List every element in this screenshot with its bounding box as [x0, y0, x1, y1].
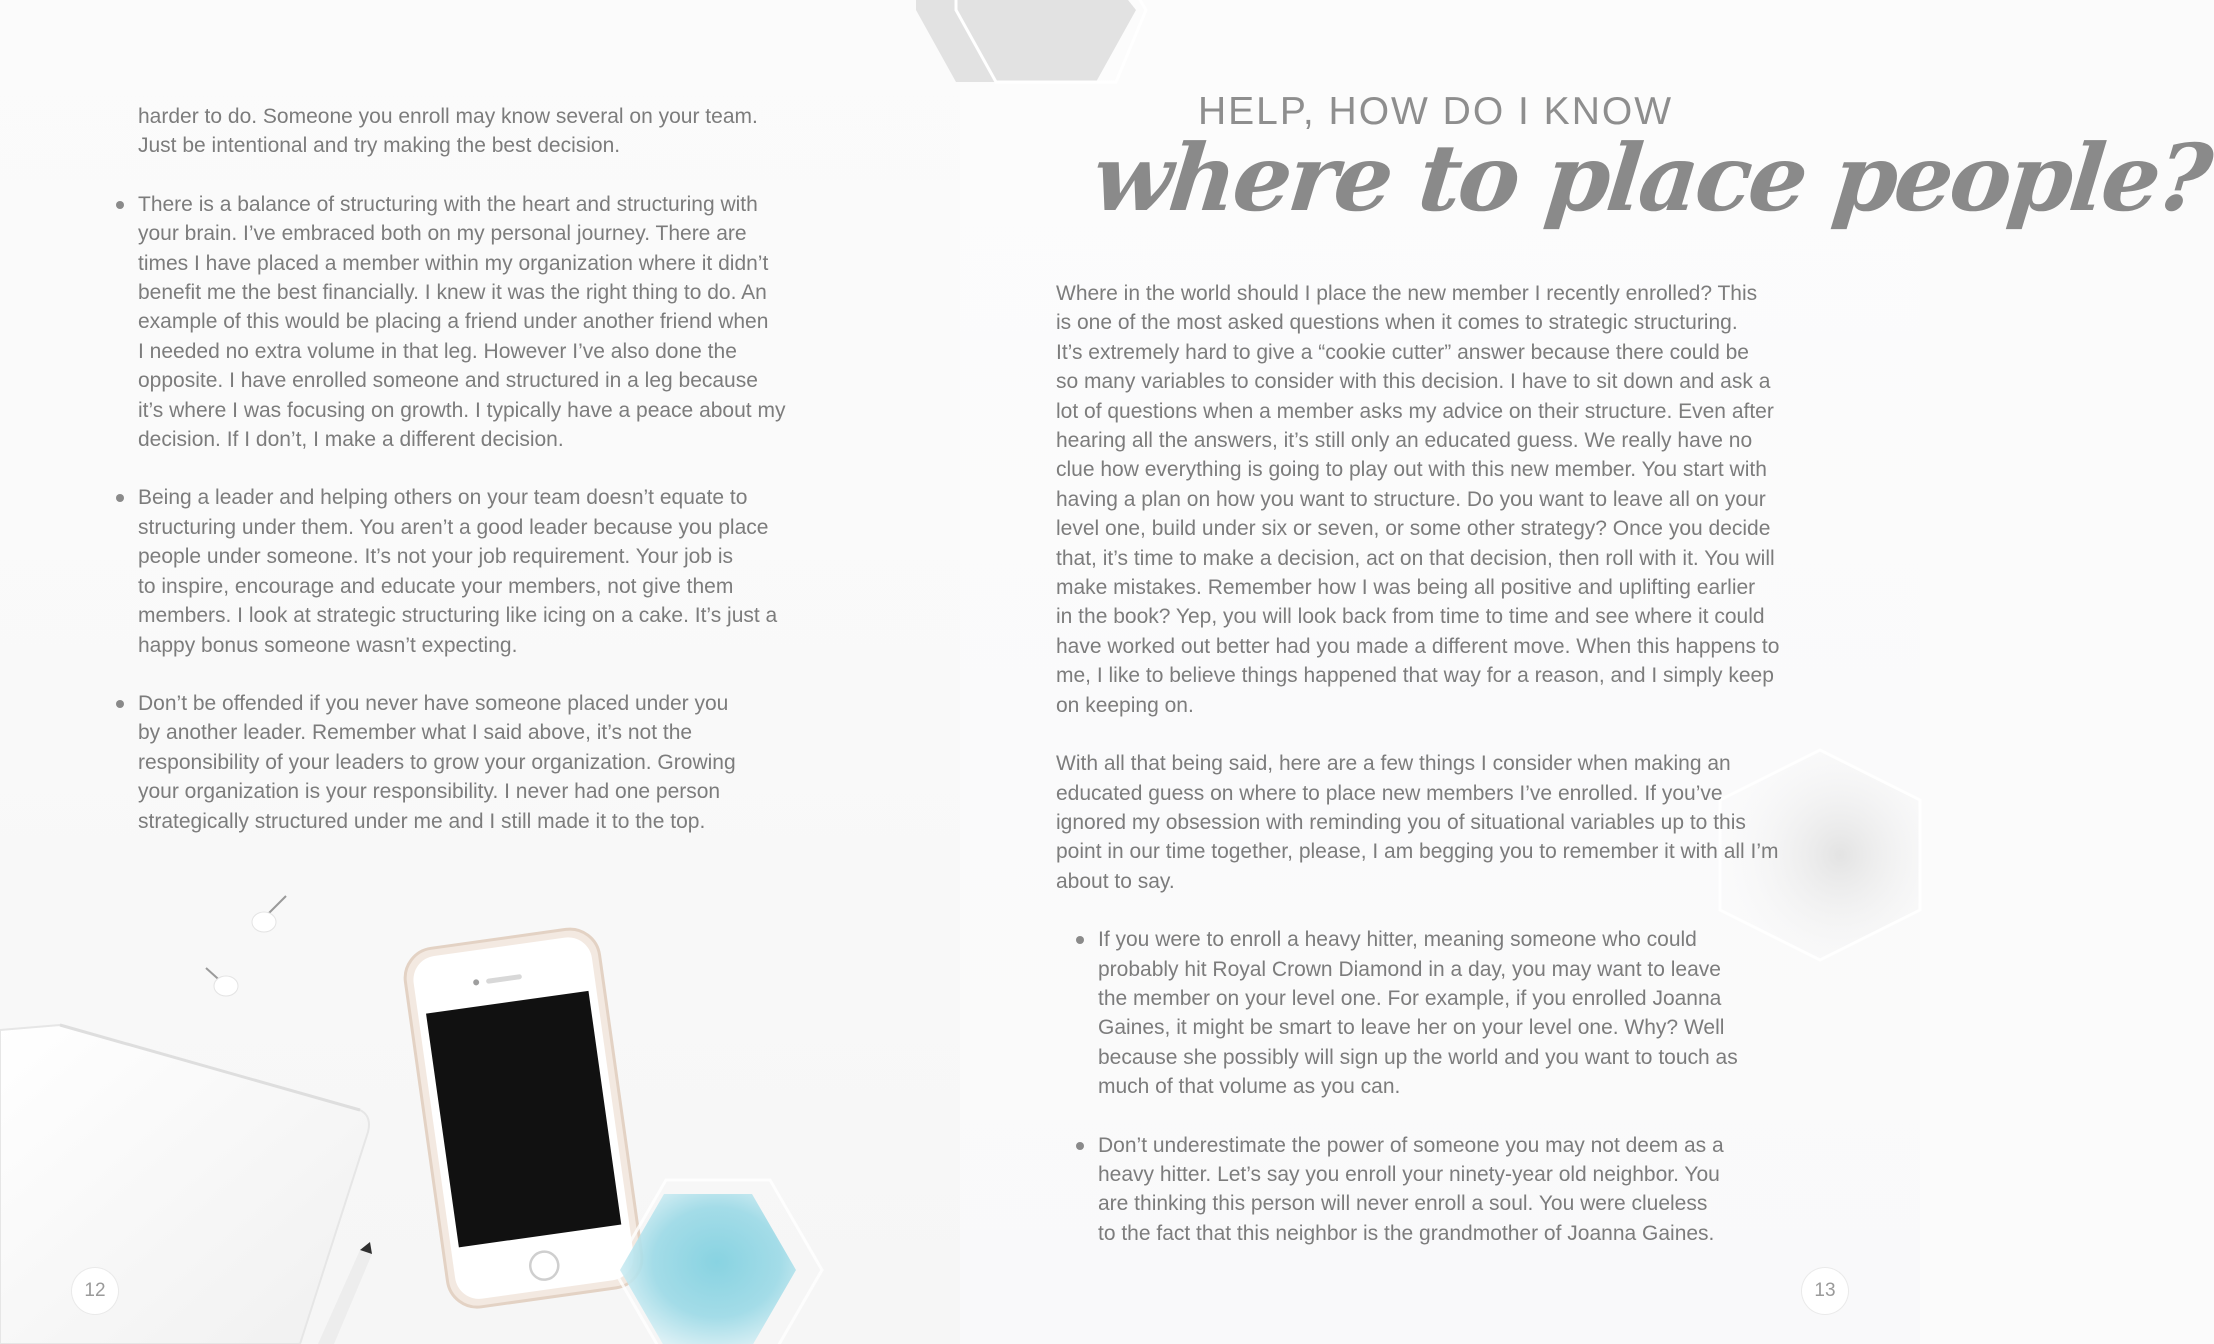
text-line: benefit me the best financially. I knew it was the right thing to do. An	[138, 281, 767, 305]
text-line: in the book? Yep, you will look back from time to time and see where it could	[1056, 605, 1765, 629]
text-line: harder to do. Someone you enroll may know several on your team.	[138, 105, 758, 128]
text-line: Gaines, it might be smart to leave her on your level one. Why? Well	[1098, 1016, 1725, 1040]
text-line: With all that being said, here are a few things I consider when making an	[1056, 752, 1731, 776]
text-line: Being a leader and helping others on your team doesn’t equate to	[138, 486, 748, 510]
page-number-left: 12	[72, 1268, 118, 1314]
text-line: to the fact that this neighbor is the grandmother of Joanna Gaines.	[1098, 1221, 1715, 1245]
text-line: happy bonus someone wasn’t expecting.	[138, 633, 518, 657]
text-line: It’s extremely hard to give a “cookie cutter” answer because there could be	[1056, 340, 1749, 364]
bullet-item	[1098, 925, 1836, 1101]
text-line: make mistakes. Remember how I was being all positive and uplifting earlier	[1056, 576, 1756, 600]
text-line: times I have placed a member within my organization where it didn’t	[138, 251, 769, 275]
text-line: to inspire, encourage and educate your members, not give them	[138, 574, 734, 598]
push-pin-icon	[206, 896, 286, 996]
text-line: decision. If I don’t, I make a different decision.	[138, 428, 564, 452]
text-line: Where in the world should I place the new member I recently enrolled? This	[1056, 282, 1758, 305]
right-body-text	[1056, 279, 1836, 1277]
text-line: your brain. I’ve embraced both on my personal journey. There are	[138, 222, 747, 246]
notebook-photo	[0, 1025, 369, 1344]
text-line: If you were to enroll a heavy hitter, meaning someone who could	[1098, 928, 1697, 952]
teal-watercolor-hexagon	[614, 1180, 822, 1344]
bullet-item	[1098, 1131, 1836, 1249]
text-line: strategically structured under me and I still made it to the top.	[138, 809, 706, 833]
text-line: There is a balance of structuring with the heart and structuring with	[138, 192, 758, 216]
text-line: Just be intentional and try making the best decision.	[138, 134, 621, 158]
text-line: members. I look at strategic structuring like icing on a cake. It’s just a	[138, 604, 778, 628]
text-line: level one, build under six or seven, or some other strategy? Once you decide	[1056, 517, 1771, 541]
text-line: clue how everything is going to play out with this new member. You start with	[1056, 458, 1767, 482]
text-line: having a plan on how you want to structure. Do you want to leave all on your	[1056, 487, 1766, 511]
heading-script: where to place people?	[1088, 124, 2214, 232]
text-line: people under someone. It’s not your job requirement. Your job is	[138, 545, 733, 569]
text-line: that, it’s time to make a decision, act on that decision, then roll with it. You will	[1056, 546, 1775, 570]
text-line: are thinking this person will never enroll a soul. You were clueless	[1098, 1192, 1708, 1216]
text-line: on keeping on.	[1056, 693, 1194, 717]
bullet-item	[138, 689, 838, 836]
text-line: have worked out better had you made a different move. When this happens to	[1056, 634, 1780, 658]
text-line: hearing all the answers, it’s still only an educated guess. We really have no	[1056, 429, 1753, 453]
text-line: the member on your level one. For example, if you enrolled Joanna	[1098, 986, 1722, 1010]
bullet-item	[138, 483, 838, 659]
text-line: ignored my obsession with reminding you of situational variables up to this	[1056, 810, 1746, 834]
text-line: point in our time together, please, I am begging you to remember it with all I’m	[1056, 840, 1779, 864]
text-line: Don’t be offended if you never have someone placed under you	[138, 691, 729, 715]
desk-photo	[0, 880, 960, 1344]
left-body-text	[138, 102, 838, 836]
text-line: me, I like to believe things happened that way for a reason, and I simply keep	[1056, 664, 1774, 688]
text-line: because she possibly will sign up the world and you want to touch as	[1098, 1045, 1738, 1069]
text-line: I needed no extra volume in that leg. However I’ve also done the	[138, 339, 737, 363]
right-bullet-list	[1098, 925, 1836, 1248]
text-line: it’s where I was focusing on growth. I typically have a peace about my	[138, 398, 786, 422]
gray-hexagon	[896, 0, 1136, 90]
text-line: Don’t underestimate the power of someone you may not deem as a	[1098, 1133, 1724, 1157]
smartphone-photo	[401, 925, 645, 1311]
text-line: by another leader. Remember what I said above, it’s not the	[138, 721, 693, 745]
text-line: lot of questions when a member asks my advice on their structure. Even after	[1056, 399, 1774, 423]
left-page	[0, 0, 960, 1344]
text-line: educated guess on where to place new members I’ve enrolled. If you’ve	[1056, 781, 1723, 805]
text-line: heavy hitter. Let’s say you enroll your ninety-year old neighbor. You	[1098, 1162, 1720, 1186]
text-line: responsibility of your leaders to grow your organization. Growing	[138, 750, 736, 774]
page-number-right: 13	[1802, 1268, 1848, 1314]
bullet-item	[138, 190, 838, 455]
text-line: so many variables to consider with this decision. I have to sit down and ask a	[1056, 370, 1771, 394]
text-line: structuring under them. You aren’t a good leader because you place	[138, 515, 769, 539]
text-line: much of that volume as you can.	[1098, 1075, 1401, 1099]
paragraph	[1056, 279, 1836, 720]
text-line: your organization is your responsibility. I never had one person	[138, 780, 721, 804]
paragraph	[1056, 749, 1836, 896]
heading-top: HELP, HOW DO I KNOW	[1198, 90, 1673, 133]
text-line: is one of the most asked questions when it comes to strategic structuring.	[1056, 311, 1738, 335]
intro-paragraph	[138, 102, 838, 161]
text-line: about to say.	[1056, 869, 1175, 893]
text-line: probably hit Royal Crown Diamond in a day, you may want to leave	[1098, 957, 1721, 981]
left-bullet-list	[138, 190, 838, 836]
text-line: opposite. I have enrolled someone and structured in a leg because	[138, 369, 758, 393]
text-line: example of this would be placing a friend under another friend when	[138, 310, 769, 334]
